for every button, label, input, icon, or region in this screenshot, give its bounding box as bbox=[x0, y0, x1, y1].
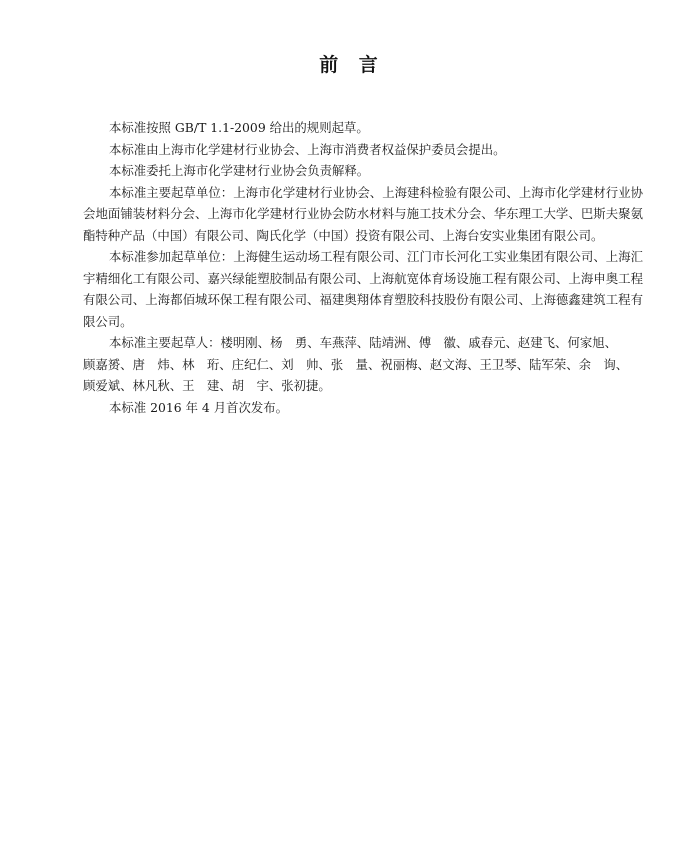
preface-body bbox=[83, 117, 643, 418]
drafters-line: 顾爱斌、林凡秋、王 建、胡 宇、张初捷。 bbox=[83, 378, 331, 393]
paragraph-participating-units: 本标准参加起草单位：上海健生运动场工程有限公司、江门市长河化工实业集团有限公司、上海汇宇精细化工有限公司、嘉兴绿能塑胶制品有限公司、上海航宽体育场设施工程有限公司、上海申奥工程有限公司、上海都佰城环保工程有限公司、福建奥翔体育塑胶科技股份有限公司、上海德鑫建筑工程有限公司。 bbox=[83, 249, 643, 329]
drafters-line: 顾嘉赟、唐 炜、林 珩、庄纪仁、刘 帅、张 量、祝丽梅、赵文海、王卫琴、陆军荣、余 询、 bbox=[83, 356, 629, 372]
paragraph-drafting-rules: 本标准按照 GB/T 1.1-2009 给出的规则起草。 bbox=[109, 120, 369, 135]
page-title: 前 言 bbox=[319, 54, 380, 76]
paragraph-interpretation: 本标准委托上海市化学建材行业协会负责解释。 bbox=[109, 163, 370, 178]
paragraph-main-drafting-units: 本标准主要起草单位：上海市化学建材行业协会、上海建科检验有限公司、上海市化学建材行业协会地面铺装材料分会、上海市化学建材行业协会防水材料与施工技术分会、华东理工大学、巴斯夫聚氨酯特种产品（中国）有限公司、陶氏化学（中国）投资有限公司、上海台安实业集团有限公司。 bbox=[83, 184, 643, 243]
paragraph-main-drafters bbox=[83, 332, 643, 397]
drafters-line: 本标准主要起草人：楼明刚、杨 勇、车燕萍、陆靖洲、傅 徽、戚春元、赵建飞、何家旭、 bbox=[109, 335, 618, 350]
paragraph-release: 本标准 2016 年 4 月首次发布。 bbox=[109, 399, 289, 415]
paragraph-proposer: 本标准由上海市化学建材行业协会、上海市消费者权益保护委员会提出。 bbox=[109, 141, 506, 157]
